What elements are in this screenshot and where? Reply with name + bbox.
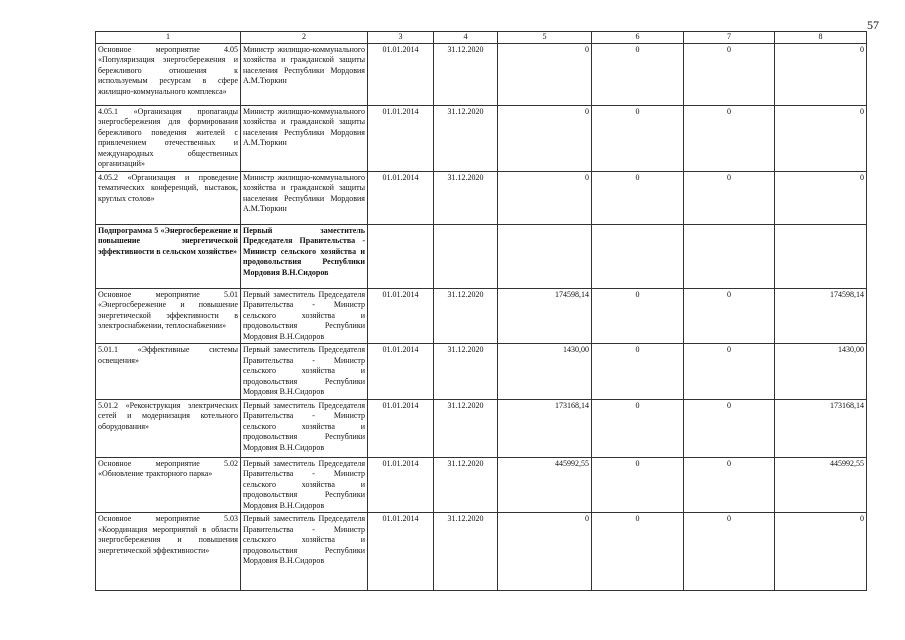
start-date-cell: 01.01.2014 [368,513,434,591]
start-date-cell: 01.01.2014 [368,457,434,513]
activity-name-cell: 4.05.1 «Организация пропаганды энергосбережения для формирования бережливого поведения жителей с привлечением отечественных и международных общественных организаций» [96,105,241,171]
funding-col8-cell: 173168,14 [775,399,867,457]
total-funding-cell: 445992,55 [498,457,592,513]
funding-col7-cell: 0 [684,344,775,400]
funding-col7-cell: 0 [684,288,775,344]
responsible-cell: Первый заместитель Председателя Правительства - Министр сельского хозяйства и продовольствия Республики Мордовия В.Н.Сидоров [241,224,368,288]
column-number: 8 [775,32,867,44]
funding-col8-cell: 174598,14 [775,288,867,344]
activity-name-cell: 4.05.2 «Организация и проведение тематических конференций, выставок, круглых столов» [96,171,241,224]
table-row [96,288,867,344]
funding-col6-cell [592,224,684,288]
column-number: 7 [684,32,775,44]
total-funding-cell: 1430,00 [498,344,592,400]
responsible-cell: Первый заместитель Председателя Правительства - Министр сельского хозяйства и продовольствия Республики Мордовия В.Н.Сидоров [241,344,368,400]
funding-col8-cell: 0 [775,171,867,224]
total-funding-cell: 0 [498,43,592,105]
column-number: 3 [368,32,434,44]
table-row [96,399,867,457]
table-row [96,171,867,224]
end-date-cell: 31.12.2020 [434,171,498,224]
column-number: 6 [592,32,684,44]
start-date-cell: 01.01.2014 [368,105,434,171]
funding-col7-cell: 0 [684,43,775,105]
responsible-cell: Министр жилищно-коммунального хозяйства и гражданской защиты населения Республики Мордовия А.М.Тюркин [241,171,368,224]
funding-col6-cell: 0 [592,43,684,105]
start-date-cell: 01.01.2014 [368,399,434,457]
funding-col8-cell: 0 [775,513,867,591]
responsible-cell: Министр жилищно-коммунального хозяйства и гражданской защиты населения Республики Мордовия А.М.Тюркин [241,43,368,105]
funding-col6-cell: 0 [592,513,684,591]
table-row [96,457,867,513]
column-number: 5 [498,32,592,44]
column-number: 1 [96,32,241,44]
funding-col8-cell: 0 [775,43,867,105]
funding-col6-cell: 0 [592,105,684,171]
end-date-cell: 31.12.2020 [434,457,498,513]
page-number: 57 [867,18,879,32]
funding-col7-cell: 0 [684,513,775,591]
funding-col8-cell [775,224,867,288]
start-date-cell: 01.01.2014 [368,171,434,224]
funding-col8-cell: 0 [775,105,867,171]
budget-table [95,31,867,591]
funding-col7-cell: 0 [684,399,775,457]
funding-col8-cell: 445992,55 [775,457,867,513]
table-row [96,513,867,591]
responsible-cell: Министр жилищно-коммунального хозяйства и гражданской защиты населения Республики Мордовия А.М.Тюркин [241,105,368,171]
total-funding-cell: 0 [498,105,592,171]
total-funding-cell [498,224,592,288]
table-row [96,224,867,288]
start-date-cell [368,224,434,288]
responsible-cell: Первый заместитель Председателя Правительства - Министр сельского хозяйства и продовольствия Республики Мордовия В.Н.Сидоров [241,513,368,591]
funding-col6-cell: 0 [592,171,684,224]
activity-name-cell: Основное мероприятие 5.01 «Энергосбережение и повышение энергетической эффективности в электроснабжении, теплоснабжении» [96,288,241,344]
funding-col8-cell: 1430,00 [775,344,867,400]
end-date-cell: 31.12.2020 [434,288,498,344]
total-funding-cell: 0 [498,513,592,591]
table-row [96,43,867,105]
end-date-cell [434,224,498,288]
funding-col7-cell: 0 [684,171,775,224]
start-date-cell: 01.01.2014 [368,344,434,400]
end-date-cell: 31.12.2020 [434,513,498,591]
end-date-cell: 31.12.2020 [434,399,498,457]
responsible-cell: Первый заместитель Председателя Правительства - Министр сельского хозяйства и продовольствия Республики Мордовия В.Н.Сидоров [241,399,368,457]
column-number: 4 [434,32,498,44]
end-date-cell: 31.12.2020 [434,344,498,400]
activity-name-cell: 5.01.1 «Эффективные системы освещения» [96,344,241,400]
end-date-cell: 31.12.2020 [434,105,498,171]
funding-col6-cell: 0 [592,399,684,457]
activity-name-cell: Основное мероприятие 5.03 «Координация мероприятий в области энергосбережения и повышения энергетической эффективности» [96,513,241,591]
total-funding-cell: 0 [498,171,592,224]
funding-col7-cell: 0 [684,105,775,171]
column-number: 2 [241,32,368,44]
total-funding-cell: 173168,14 [498,399,592,457]
start-date-cell: 01.01.2014 [368,43,434,105]
table-row [96,105,867,171]
activity-name-cell: Основное мероприятие 4.05 «Популяризация энергосбережения и бережливого отношения к используемым ресурсам в сфере жилищно-коммунального комплекса» [96,43,241,105]
activity-name-cell: Основное мероприятие 5.02 «Обновление тракторного парка» [96,457,241,513]
responsible-cell: Первый заместитель Председателя Правительства - Министр сельского хозяйства и продовольствия Республики Мордовия В.Н.Сидоров [241,457,368,513]
activity-name-cell: Подпрограмма 5 «Энергосбережение и повышение энергетической эффективности в сельском хозяйстве» [96,224,241,288]
end-date-cell: 31.12.2020 [434,43,498,105]
activity-name-cell: 5.01.2 «Реконструкция электрических сетей и модернизация котельного оборудования» [96,399,241,457]
funding-col6-cell: 0 [592,288,684,344]
responsible-cell: Первый заместитель Председателя Правительства - Министр сельского хозяйства и продовольствия Республики Мордовия В.Н.Сидоров [241,288,368,344]
start-date-cell: 01.01.2014 [368,288,434,344]
funding-col6-cell: 0 [592,344,684,400]
column-number-row [96,32,867,44]
total-funding-cell: 174598,14 [498,288,592,344]
funding-col7-cell [684,224,775,288]
table-row [96,344,867,400]
funding-col6-cell: 0 [592,457,684,513]
funding-col7-cell: 0 [684,457,775,513]
